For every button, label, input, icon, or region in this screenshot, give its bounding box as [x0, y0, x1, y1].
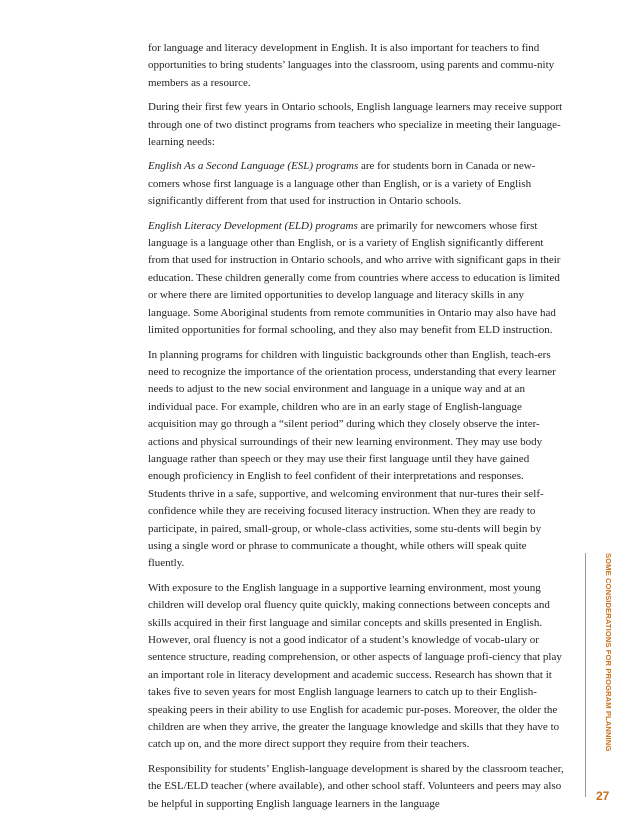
paragraph-7: Responsibility for students’ English-language development is shared by the classroom teacher, the ESL/ELD teacher (where available), and other school staff. Volunteers and peers may also be helpful in supporting English language learners in the language	[148, 762, 564, 810]
body-text	[148, 40, 564, 820]
section-title-vertical: SOME CONSIDERATIONS FOR PROGRAM PLANNING	[604, 553, 613, 752]
paragraph-2: During their first few years in Ontario schools, English language learners may receive support through one of two distinct programs from teachers who specialize in meeting their language-learning needs:	[148, 101, 563, 149]
paragraph-1: for language and literacy development in English. It is also important for teachers to find opportunities to bring students’ languages into the classroom, using parents and commu-nity members as a resource.	[148, 42, 555, 89]
eld-term: English Literacy Development (ELD) programs	[148, 219, 358, 232]
paragraph-5: In planning programs for children with linguistic backgrounds other than English, teach-ers need to recognize the importance of the orientation process, understanding that every learner needs to adjust to the new social environment and language in a unique way and at an individual pace. For example, children who are in an early stage of English-language acquisition may go through a “silent period” during which they closely observe the inter-actions and physical surroundings of their new learning environment. They may use body language rather than speech or they may use their first language until they have gained enough proficiency in English to feel confident of their interpretations and responses. Students thrive in a safe, supportive, and welcoming environment that nur-tures their self-confidence while they are receiving focused literacy instruction. When they are ready to participate, in paired, small-group, or whole-class activities, some stu-dents will begin by using a single word or phrase to communicate a thought, while others will speak quite fluently.	[148, 348, 556, 570]
esl-term: English As a Second Language (ESL) programs	[148, 160, 359, 173]
paragraph-eld	[148, 218, 564, 340]
paragraph-esl	[148, 158, 564, 210]
page-number: 27	[596, 789, 610, 803]
esl-description: are for students born in Canada or new-comers whose first language is a language other than English, or is a variety of English significantly different from that used for instruction in Ontario schools.	[148, 160, 536, 208]
eld-description: are primarily for newcomers whose first language is a language other than English, or is a variety of English significantly different from that used for instruction in Ontario schools, and who arrive with significant gaps in their education. These children generally come from countries where access to education is limited or where there are limited opportunities to develop language and literacy skills in any language. Some Aboriginal students from remote communities in Ontario may also have had limited opportunities for formal schooling, and they also may benefit from ELD instruction.	[148, 219, 561, 337]
paragraph-6: With exposure to the English language in a supportive learning environment, most young children will develop oral fluency quite quickly, making connections between concepts and skills acquired in their first language and similar concepts and skills presented in English. However, oral fluency is not a good indicator of a student’s knowledge of vocab-ulary or sentence structure, reading comprehension, or other aspects of language profi-ciency that play an important role in literacy development and academic success. Research has shown that it takes five to seven years for most English language learners to catch up to their English-speaking peers in their ability to use English for academic pur-poses. Moreover, the older the children are when they arrive, the greater the language knowledge and skills that they have to catch up on, and the more direct support they require from their teachers.	[148, 581, 562, 751]
sidebar-divider	[585, 553, 586, 797]
